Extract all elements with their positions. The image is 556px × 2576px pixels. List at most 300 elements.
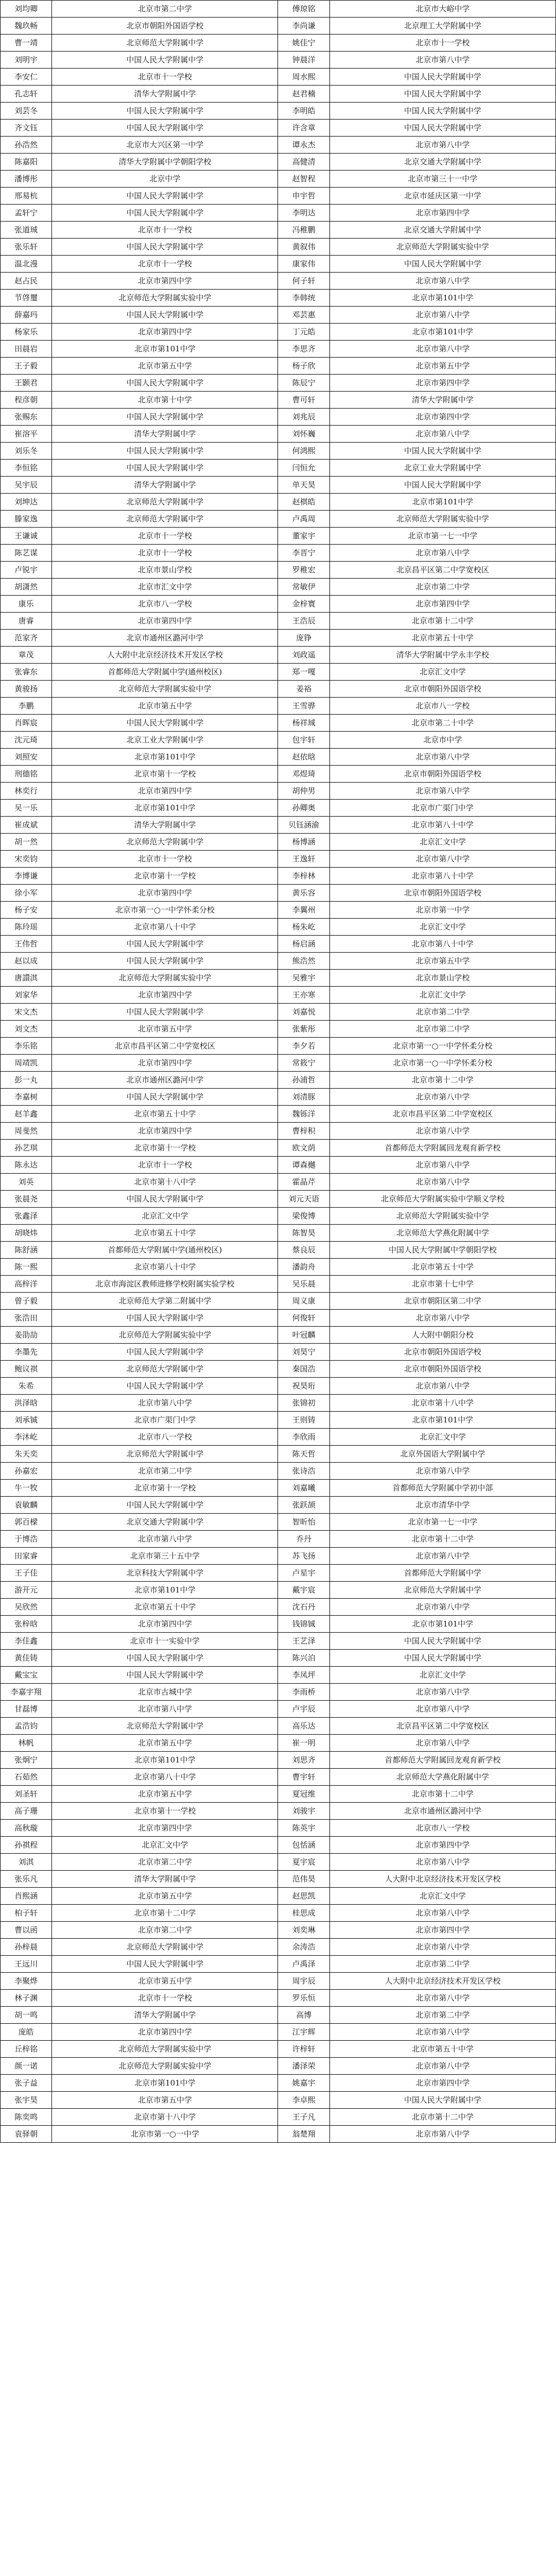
school-left: 北京市第二中学 bbox=[52, 1854, 278, 1871]
school-right: 北京市第八中学 bbox=[329, 1089, 555, 1106]
school-left: 北京市第十一学校 bbox=[52, 766, 278, 783]
student-name-right: 王雪骅 bbox=[278, 698, 329, 715]
student-name-right: 何俊轩 bbox=[278, 1310, 329, 1327]
school-left: 清华大学附属中学 bbox=[52, 86, 278, 103]
school-right: 中国人民大学附属中学 bbox=[329, 69, 555, 86]
student-name-left: 肖熙涵 bbox=[1, 1888, 52, 1905]
student-name-right: 刘骏宇 bbox=[278, 1803, 329, 1820]
school-left: 北京市第十一学校 bbox=[52, 1803, 278, 1820]
student-name-left: 杨子安 bbox=[1, 902, 52, 919]
table-row bbox=[1, 341, 556, 358]
student-name-right: 刘奕琳 bbox=[278, 1922, 329, 1939]
student-name-right: 金梓寰 bbox=[278, 596, 329, 613]
school-right: 北京汇文中学 bbox=[329, 1888, 555, 1905]
student-name-right: 卢禹泽 bbox=[278, 1956, 329, 1973]
student-name-right: 翁楚翔 bbox=[278, 2126, 329, 2143]
table-row bbox=[1, 256, 556, 273]
table-row bbox=[1, 205, 556, 222]
table-row bbox=[1, 86, 556, 103]
student-name-right: 李雨桥 bbox=[278, 1684, 329, 1701]
table-row bbox=[1, 987, 556, 1004]
student-name-left: 柏子轩 bbox=[1, 1905, 52, 1922]
student-name-right: 刘元天语 bbox=[278, 1191, 329, 1208]
school-left: 北京市十一实验中学 bbox=[52, 1633, 278, 1650]
table-row bbox=[1, 919, 556, 936]
school-left: 北京汇文中学 bbox=[52, 1208, 278, 1225]
student-name-left: 张睿东 bbox=[1, 664, 52, 681]
school-left: 北京市第八中学 bbox=[52, 1701, 278, 1718]
school-right: 中国人民大学附属中学 bbox=[329, 86, 555, 103]
school-left: 北京市古城中学 bbox=[52, 1684, 278, 1701]
school-right: 北京市第八中学 bbox=[329, 52, 555, 69]
school-left: 清华大学附属中学 bbox=[52, 426, 278, 443]
student-name-left: 杨家乐 bbox=[1, 324, 52, 341]
student-name-right: 曹可轩 bbox=[278, 392, 329, 409]
table-row bbox=[1, 69, 556, 86]
table-row bbox=[1, 1242, 556, 1259]
table-row bbox=[1, 307, 556, 324]
school-right: 北京市第101中学 bbox=[329, 290, 555, 307]
student-name-right: 张诗浩 bbox=[278, 1463, 329, 1480]
student-name-left: 李沐屹 bbox=[1, 1429, 52, 1446]
student-name-right: 熊浩然 bbox=[278, 953, 329, 970]
school-right: 北京市通州区潞河中学 bbox=[329, 1803, 555, 1820]
school-right: 北京市第八中学 bbox=[329, 1905, 555, 1922]
student-name-left: 刘明宇 bbox=[1, 52, 52, 69]
school-left: 北京市第五十中学 bbox=[52, 1599, 278, 1616]
student-name-right: 陈兴泊 bbox=[278, 1650, 329, 1667]
student-name-left: 黄佳铸 bbox=[1, 1650, 52, 1667]
student-name-right: 常筱宁 bbox=[278, 1055, 329, 1072]
student-name-right: 秦国浩 bbox=[278, 1361, 329, 1378]
student-name-left: 康乐 bbox=[1, 596, 52, 613]
school-right: 北京市第十二中学 bbox=[329, 1072, 555, 1089]
table-row bbox=[1, 1259, 556, 1276]
school-left: 中国人民大学附属中学 bbox=[52, 443, 278, 460]
student-name-right: 陈智昊 bbox=[278, 1225, 329, 1242]
student-name-right: 高乐达 bbox=[278, 1718, 329, 1735]
student-name-left: 孙嘉宏 bbox=[1, 1463, 52, 1480]
student-name-right: 杨朱屹 bbox=[278, 919, 329, 936]
school-left: 中国人民大学附属中学 bbox=[52, 936, 278, 953]
school-left: 中国人民大学附属中学 bbox=[52, 1089, 278, 1106]
school-right: 北京市第十二中学 bbox=[329, 1531, 555, 1548]
student-name-right: 丁元皓 bbox=[278, 324, 329, 341]
table-row bbox=[1, 613, 556, 630]
student-name-left: 肖晖宸 bbox=[1, 715, 52, 732]
student-name-left: 牛一牧 bbox=[1, 1480, 52, 1497]
school-left: 北京师范大学第二附属中学 bbox=[52, 1293, 278, 1310]
student-name-right: 江宇辉 bbox=[278, 2024, 329, 2041]
student-name-right: 李卓熙 bbox=[278, 2092, 329, 2109]
school-left: 中国人民大学附属中学 bbox=[52, 715, 278, 732]
student-name-left: 徐小军 bbox=[1, 885, 52, 902]
student-name-right: 范伟昊 bbox=[278, 1871, 329, 1888]
school-right: 北京昌平区第二中学宽校区 bbox=[329, 1718, 555, 1735]
school-right: 中国人民大学附属中学 bbox=[329, 443, 555, 460]
student-name-left: 张道珹 bbox=[1, 222, 52, 239]
school-left: 北京市第三十五中学 bbox=[52, 1548, 278, 1565]
student-name-right: 傅琼铭 bbox=[278, 1, 329, 18]
school-right: 北京市第一中学 bbox=[329, 902, 555, 919]
school-right: 北京市第一○一中学怀柔分校 bbox=[329, 1038, 555, 1055]
student-name-left: 邢易杭 bbox=[1, 188, 52, 205]
student-name-right: 王浩辰 bbox=[278, 613, 329, 630]
table-row bbox=[1, 851, 556, 868]
table-row bbox=[1, 953, 556, 970]
table-row bbox=[1, 902, 556, 919]
student-name-left: 滕家逸 bbox=[1, 511, 52, 528]
student-name-left: 范家齐 bbox=[1, 630, 52, 647]
school-left: 北京中学 bbox=[52, 171, 278, 188]
student-name-right: 王则铸 bbox=[278, 1412, 329, 1429]
school-right: 北京市第101中学 bbox=[329, 324, 555, 341]
student-name-left: 张乐轩 bbox=[1, 239, 52, 256]
table-row bbox=[1, 579, 556, 596]
student-name-right: 钟晨洋 bbox=[278, 52, 329, 69]
table-row bbox=[1, 1055, 556, 1072]
student-name-right: 刘怀巍 bbox=[278, 426, 329, 443]
student-name-left: 李乐铭 bbox=[1, 1038, 52, 1055]
student-name-left: 戴宝宝 bbox=[1, 1667, 52, 1684]
school-left: 北京市大兴区第一中学 bbox=[52, 137, 278, 154]
table-row bbox=[1, 137, 556, 154]
school-left: 北京市第101中学 bbox=[52, 800, 278, 817]
student-name-left: 刘坤达 bbox=[1, 494, 52, 511]
school-left: 北京市第四中学 bbox=[52, 1123, 278, 1140]
table-row bbox=[1, 766, 556, 783]
table-row bbox=[1, 732, 556, 749]
table-row bbox=[1, 1752, 556, 1769]
student-name-left: 高秋璇 bbox=[1, 1820, 52, 1837]
school-left: 北京市第一○一中学怀柔分校 bbox=[52, 902, 278, 919]
school-left: 北京师范大学附属实验中学 bbox=[52, 970, 278, 987]
school-right: 北京市第五十中学 bbox=[329, 630, 555, 647]
school-left: 北京市十一学校 bbox=[52, 222, 278, 239]
student-name-left: 潘博彤 bbox=[1, 171, 52, 188]
student-name-right: 姚佳宁 bbox=[278, 35, 329, 52]
student-name-right: 庞铮 bbox=[278, 630, 329, 647]
student-name-left: 孙浩然 bbox=[1, 137, 52, 154]
school-left: 北京市十一学校 bbox=[52, 851, 278, 868]
student-name-right: 李韩统 bbox=[278, 290, 329, 307]
table-row bbox=[1, 1633, 556, 1650]
student-name-right: 赵君楠 bbox=[278, 86, 329, 103]
student-name-right: 苏飞扬 bbox=[278, 1548, 329, 1565]
table-row bbox=[1, 1497, 556, 1514]
student-name-left: 袁驿朝 bbox=[1, 2126, 52, 2143]
student-name-left: 刘文杰 bbox=[1, 1021, 52, 1038]
table-row bbox=[1, 596, 556, 613]
table-row bbox=[1, 545, 556, 562]
school-left: 北京师范大学附属中学 bbox=[52, 1446, 278, 1463]
school-left: 北京市第十一学校 bbox=[52, 1140, 278, 1157]
school-right: 北京市朝阳外国语学校 bbox=[329, 681, 555, 698]
school-left: 北京市第101中学 bbox=[52, 341, 278, 358]
table-row bbox=[1, 749, 556, 766]
school-right: 北京师范大学附属实验中学 bbox=[329, 239, 555, 256]
student-name-right: 刘政遥 bbox=[278, 647, 329, 664]
student-name-left: 吴宇辰 bbox=[1, 477, 52, 494]
school-right: 北京市第四中学 bbox=[329, 375, 555, 392]
table-row bbox=[1, 52, 556, 69]
student-name-right: 孙浦哲 bbox=[278, 1072, 329, 1089]
student-name-left: 洪泽晗 bbox=[1, 1395, 52, 1412]
student-name-left: 程彦朝 bbox=[1, 392, 52, 409]
table-row bbox=[1, 1548, 556, 1565]
school-left: 清华大学附属中学 bbox=[52, 2007, 278, 2024]
school-right: 北京市第四中学 bbox=[329, 1922, 555, 1939]
table-row bbox=[1, 1871, 556, 1888]
student-name-right: 常敏伊 bbox=[278, 579, 329, 596]
school-left: 中国人民大学附属中学 bbox=[52, 1344, 278, 1361]
student-name-left: 章茂 bbox=[1, 647, 52, 664]
student-name-right: 刘嘉曦 bbox=[278, 1480, 329, 1497]
school-left: 北京师范大学附属实验中学 bbox=[52, 681, 278, 698]
student-name-right: 邓煜琦 bbox=[278, 766, 329, 783]
student-name-right: 周义康 bbox=[278, 1293, 329, 1310]
school-right: 北京师范大学燕化附属中学 bbox=[329, 1769, 555, 1786]
student-name-right: 贝钰涵渝 bbox=[278, 817, 329, 834]
school-left: 北京市十一学校 bbox=[52, 545, 278, 562]
school-right: 北京市第十二中学 bbox=[329, 613, 555, 630]
school-right: 北京师范大学附属实验中学 bbox=[329, 511, 555, 528]
student-name-left: 张炯宁 bbox=[1, 1752, 52, 1769]
table-row bbox=[1, 715, 556, 732]
school-right: 北京市第十七中学 bbox=[329, 1276, 555, 1293]
student-name-right: 曹宇轩 bbox=[278, 1769, 329, 1786]
student-name-left: 胡一鸣 bbox=[1, 2007, 52, 2024]
student-name-left: 王伟哲 bbox=[1, 936, 52, 953]
school-left: 北京工业大学附属中学 bbox=[52, 732, 278, 749]
table-row bbox=[1, 647, 556, 664]
student-name-right: 申宇哲 bbox=[278, 188, 329, 205]
school-right: 北京市昌平区第二中学宽校区 bbox=[329, 1106, 555, 1123]
student-name-left: 曹以函 bbox=[1, 1922, 52, 1939]
table-row bbox=[1, 2058, 556, 2075]
school-right: 北京师范大学附属中学 bbox=[329, 1582, 555, 1599]
school-left: 中国人民大学附属中学 bbox=[52, 307, 278, 324]
school-left: 北京师范大学附属中学 bbox=[52, 1361, 278, 1378]
school-right: 北京市第十八中学 bbox=[329, 1395, 555, 1412]
student-name-right: 何鸿熙 bbox=[278, 443, 329, 460]
table-row bbox=[1, 2024, 556, 2041]
student-name-right: 潘泽荣 bbox=[278, 2058, 329, 2075]
table-row bbox=[1, 18, 556, 35]
school-right: 北京交通大学附属中学 bbox=[329, 222, 555, 239]
table-row bbox=[1, 1939, 556, 1956]
school-left: 北京师范大学附属中学 bbox=[52, 494, 278, 511]
school-left: 北京市第八中学 bbox=[52, 1531, 278, 1548]
student-name-left: 陈艺谋 bbox=[1, 545, 52, 562]
student-name-left: 王颢君 bbox=[1, 375, 52, 392]
school-right: 北京市第八中学 bbox=[329, 851, 555, 868]
student-name-right: 崔一明 bbox=[278, 1735, 329, 1752]
school-left: 中国人民大学附属中学 bbox=[52, 1956, 278, 1973]
student-name-right: 张紫彤 bbox=[278, 1021, 329, 1038]
student-name-left: 黄骏扬 bbox=[1, 681, 52, 698]
student-name-right: 李明达 bbox=[278, 205, 329, 222]
school-left: 北京市景山学校 bbox=[52, 562, 278, 579]
school-right: 北京市第八中学 bbox=[329, 1684, 555, 1701]
table-row bbox=[1, 1973, 556, 1990]
school-right: 北京市第八中学 bbox=[329, 1123, 555, 1140]
student-name-right: 康家伟 bbox=[278, 256, 329, 273]
school-right: 北京市第八中学 bbox=[329, 2126, 555, 2143]
school-left: 北京市十一学校 bbox=[52, 69, 278, 86]
student-name-left: 孙艺琪 bbox=[1, 1140, 52, 1157]
table-row bbox=[1, 1174, 556, 1191]
student-name-right: 王艺泽 bbox=[278, 1633, 329, 1650]
school-left: 北京市第101中学 bbox=[52, 749, 278, 766]
student-name-left: 李博谦 bbox=[1, 868, 52, 885]
student-name-left: 吴欣然 bbox=[1, 1599, 52, 1616]
school-right: 北京市第五中学 bbox=[329, 953, 555, 970]
student-name-right: 罗稚宏 bbox=[278, 562, 329, 579]
student-name-right: 何子轩 bbox=[278, 273, 329, 290]
school-left: 北京市第四中学 bbox=[52, 613, 278, 630]
school-left: 北京市第五十中学 bbox=[52, 1225, 278, 1242]
table-row bbox=[1, 477, 556, 494]
student-name-right: 黄乐容 bbox=[278, 885, 329, 902]
student-name-left: 林帆 bbox=[1, 1735, 52, 1752]
table-row bbox=[1, 1701, 556, 1718]
school-left: 首都师范大学附属中学(通州校区) bbox=[52, 664, 278, 681]
table-row bbox=[1, 1480, 556, 1497]
school-left: 北京市第五中学 bbox=[52, 2092, 278, 2109]
student-name-right: 陈天哲 bbox=[278, 1446, 329, 1463]
student-name-left: 张梓晗 bbox=[1, 1616, 52, 1633]
student-name-left: 张鑫泽 bbox=[1, 1208, 52, 1225]
student-name-left: 刘照安 bbox=[1, 749, 52, 766]
table-row bbox=[1, 460, 556, 477]
student-name-left: 刑德铭 bbox=[1, 766, 52, 783]
student-name-right: 卢宇辰 bbox=[278, 1701, 329, 1718]
student-name-left: 卢锐宇 bbox=[1, 562, 52, 579]
student-name-left: 颜一诺 bbox=[1, 2058, 52, 2075]
student-name-right: 周水熙 bbox=[278, 69, 329, 86]
student-name-left: 王子毅 bbox=[1, 358, 52, 375]
student-name-right: 戴宇宸 bbox=[278, 1582, 329, 1599]
table-row bbox=[1, 290, 556, 307]
table-row bbox=[1, 1412, 556, 1429]
student-name-left: 刘家华 bbox=[1, 987, 52, 1004]
table-row bbox=[1, 1293, 556, 1310]
table-row bbox=[1, 868, 556, 885]
student-name-left: 袁敏麟 bbox=[1, 1497, 52, 1514]
school-left: 北京市十一学校 bbox=[52, 1990, 278, 2007]
school-right: 北京市第八中学 bbox=[329, 1854, 555, 1871]
student-name-left: 胡晓炜 bbox=[1, 1225, 52, 1242]
school-left: 北京师范大学附属实验中学 bbox=[52, 290, 278, 307]
student-name-left: 李嘉树 bbox=[1, 1089, 52, 1106]
student-name-right: 梁俊博 bbox=[278, 1208, 329, 1225]
school-right: 北京市第二中学 bbox=[329, 579, 555, 596]
school-left: 北京师范大学附属中学 bbox=[52, 834, 278, 851]
school-right: 北京市第八中学 bbox=[329, 273, 555, 290]
school-right: 北京交通大学附属中学 bbox=[329, 154, 555, 171]
school-left: 北京科技大学附属中学 bbox=[52, 1565, 278, 1582]
school-left: 清华大学附属中学朝阳学校 bbox=[52, 154, 278, 171]
student-name-left: 陈奕鸣 bbox=[1, 2109, 52, 2126]
student-name-right: 李尚谦 bbox=[278, 18, 329, 35]
school-left: 北京师范大学附属实验中学 bbox=[52, 1327, 278, 1344]
student-name-left: 郭百樑 bbox=[1, 1514, 52, 1531]
school-left: 人大附中北京经济技术开发区学校 bbox=[52, 647, 278, 664]
school-left: 北京市第五中学 bbox=[52, 1888, 278, 1905]
student-name-right: 邓芸惠 bbox=[278, 307, 329, 324]
school-left: 中国人民大学附属中学 bbox=[52, 120, 278, 137]
school-right: 北京市第八中学 bbox=[329, 1599, 555, 1616]
school-left: 北京汇文中学 bbox=[52, 1837, 278, 1854]
student-name-right: 赵智程 bbox=[278, 171, 329, 188]
school-right: 北京市第八中学 bbox=[329, 307, 555, 324]
school-right: 中国人民大学附属中学 bbox=[329, 1633, 555, 1650]
student-name-left: 孙祺程 bbox=[1, 1837, 52, 1854]
table-row bbox=[1, 1072, 556, 1089]
school-left: 北京交通大学附属中学 bbox=[52, 1514, 278, 1531]
student-name-right: 魏铄洋 bbox=[278, 1106, 329, 1123]
table-row bbox=[1, 154, 556, 171]
student-name-right: 张锦初 bbox=[278, 1395, 329, 1412]
school-left: 中国人民大学附属中学 bbox=[52, 409, 278, 426]
table-row bbox=[1, 1956, 556, 1973]
table-row bbox=[1, 35, 556, 52]
student-name-right: 张跃颉 bbox=[278, 1497, 329, 1514]
table-row bbox=[1, 2007, 556, 2024]
table-row bbox=[1, 375, 556, 392]
school-right: 北京理工大学附属中学 bbox=[329, 18, 555, 35]
school-right: 北京市第八中学 bbox=[329, 426, 555, 443]
school-left: 北京市第101中学 bbox=[52, 1582, 278, 1599]
school-left: 中国人民大学附属中学 bbox=[52, 239, 278, 256]
school-left: 中国人民大学附属中学 bbox=[52, 1650, 278, 1667]
school-right: 北京市第五中学 bbox=[329, 358, 555, 375]
table-row bbox=[1, 494, 556, 511]
student-name-left: 朱希 bbox=[1, 1378, 52, 1395]
student-name-right: 曹梓积 bbox=[278, 1123, 329, 1140]
student-name-left: 周斐然 bbox=[1, 1123, 52, 1140]
table-row bbox=[1, 1361, 556, 1378]
table-row bbox=[1, 936, 556, 953]
student-name-right: 杨博涵 bbox=[278, 834, 329, 851]
student-name-right: 王亦寒 bbox=[278, 987, 329, 1004]
school-left: 北京市十一学校 bbox=[52, 1157, 278, 1174]
table-row bbox=[1, 1191, 556, 1208]
school-left: 中国人民大学附属中学 bbox=[52, 1378, 278, 1395]
school-right: 北京工业大学附属中学 bbox=[329, 460, 555, 477]
student-name-right: 黄叙伟 bbox=[278, 239, 329, 256]
student-name-left: 温北漫 bbox=[1, 256, 52, 273]
student-name-left: 刘均卿 bbox=[1, 1, 52, 18]
table-row bbox=[1, 630, 556, 647]
school-left: 北京市第十八中学 bbox=[52, 2109, 278, 2126]
table-row bbox=[1, 1599, 556, 1616]
school-right: 清华大学附属中学永丰学校 bbox=[329, 647, 555, 664]
student-name-right: 包恬涵 bbox=[278, 1837, 329, 1854]
table-row bbox=[1, 1429, 556, 1446]
table-row bbox=[1, 1395, 556, 1412]
school-left: 北京市海淀区教师进修学校附属实验学校 bbox=[52, 1276, 278, 1293]
student-name-right: 余涛浩 bbox=[278, 1939, 329, 1956]
table-row bbox=[1, 1650, 556, 1667]
student-name-right: 包宇轩 bbox=[278, 732, 329, 749]
student-name-left: 吴一乐 bbox=[1, 800, 52, 817]
student-name-left: 石茹然 bbox=[1, 1769, 52, 1786]
student-name-left: 宋奕钧 bbox=[1, 851, 52, 868]
student-name-right: 潘韵舟 bbox=[278, 1259, 329, 1276]
student-name-left: 李聚烨 bbox=[1, 1973, 52, 1990]
